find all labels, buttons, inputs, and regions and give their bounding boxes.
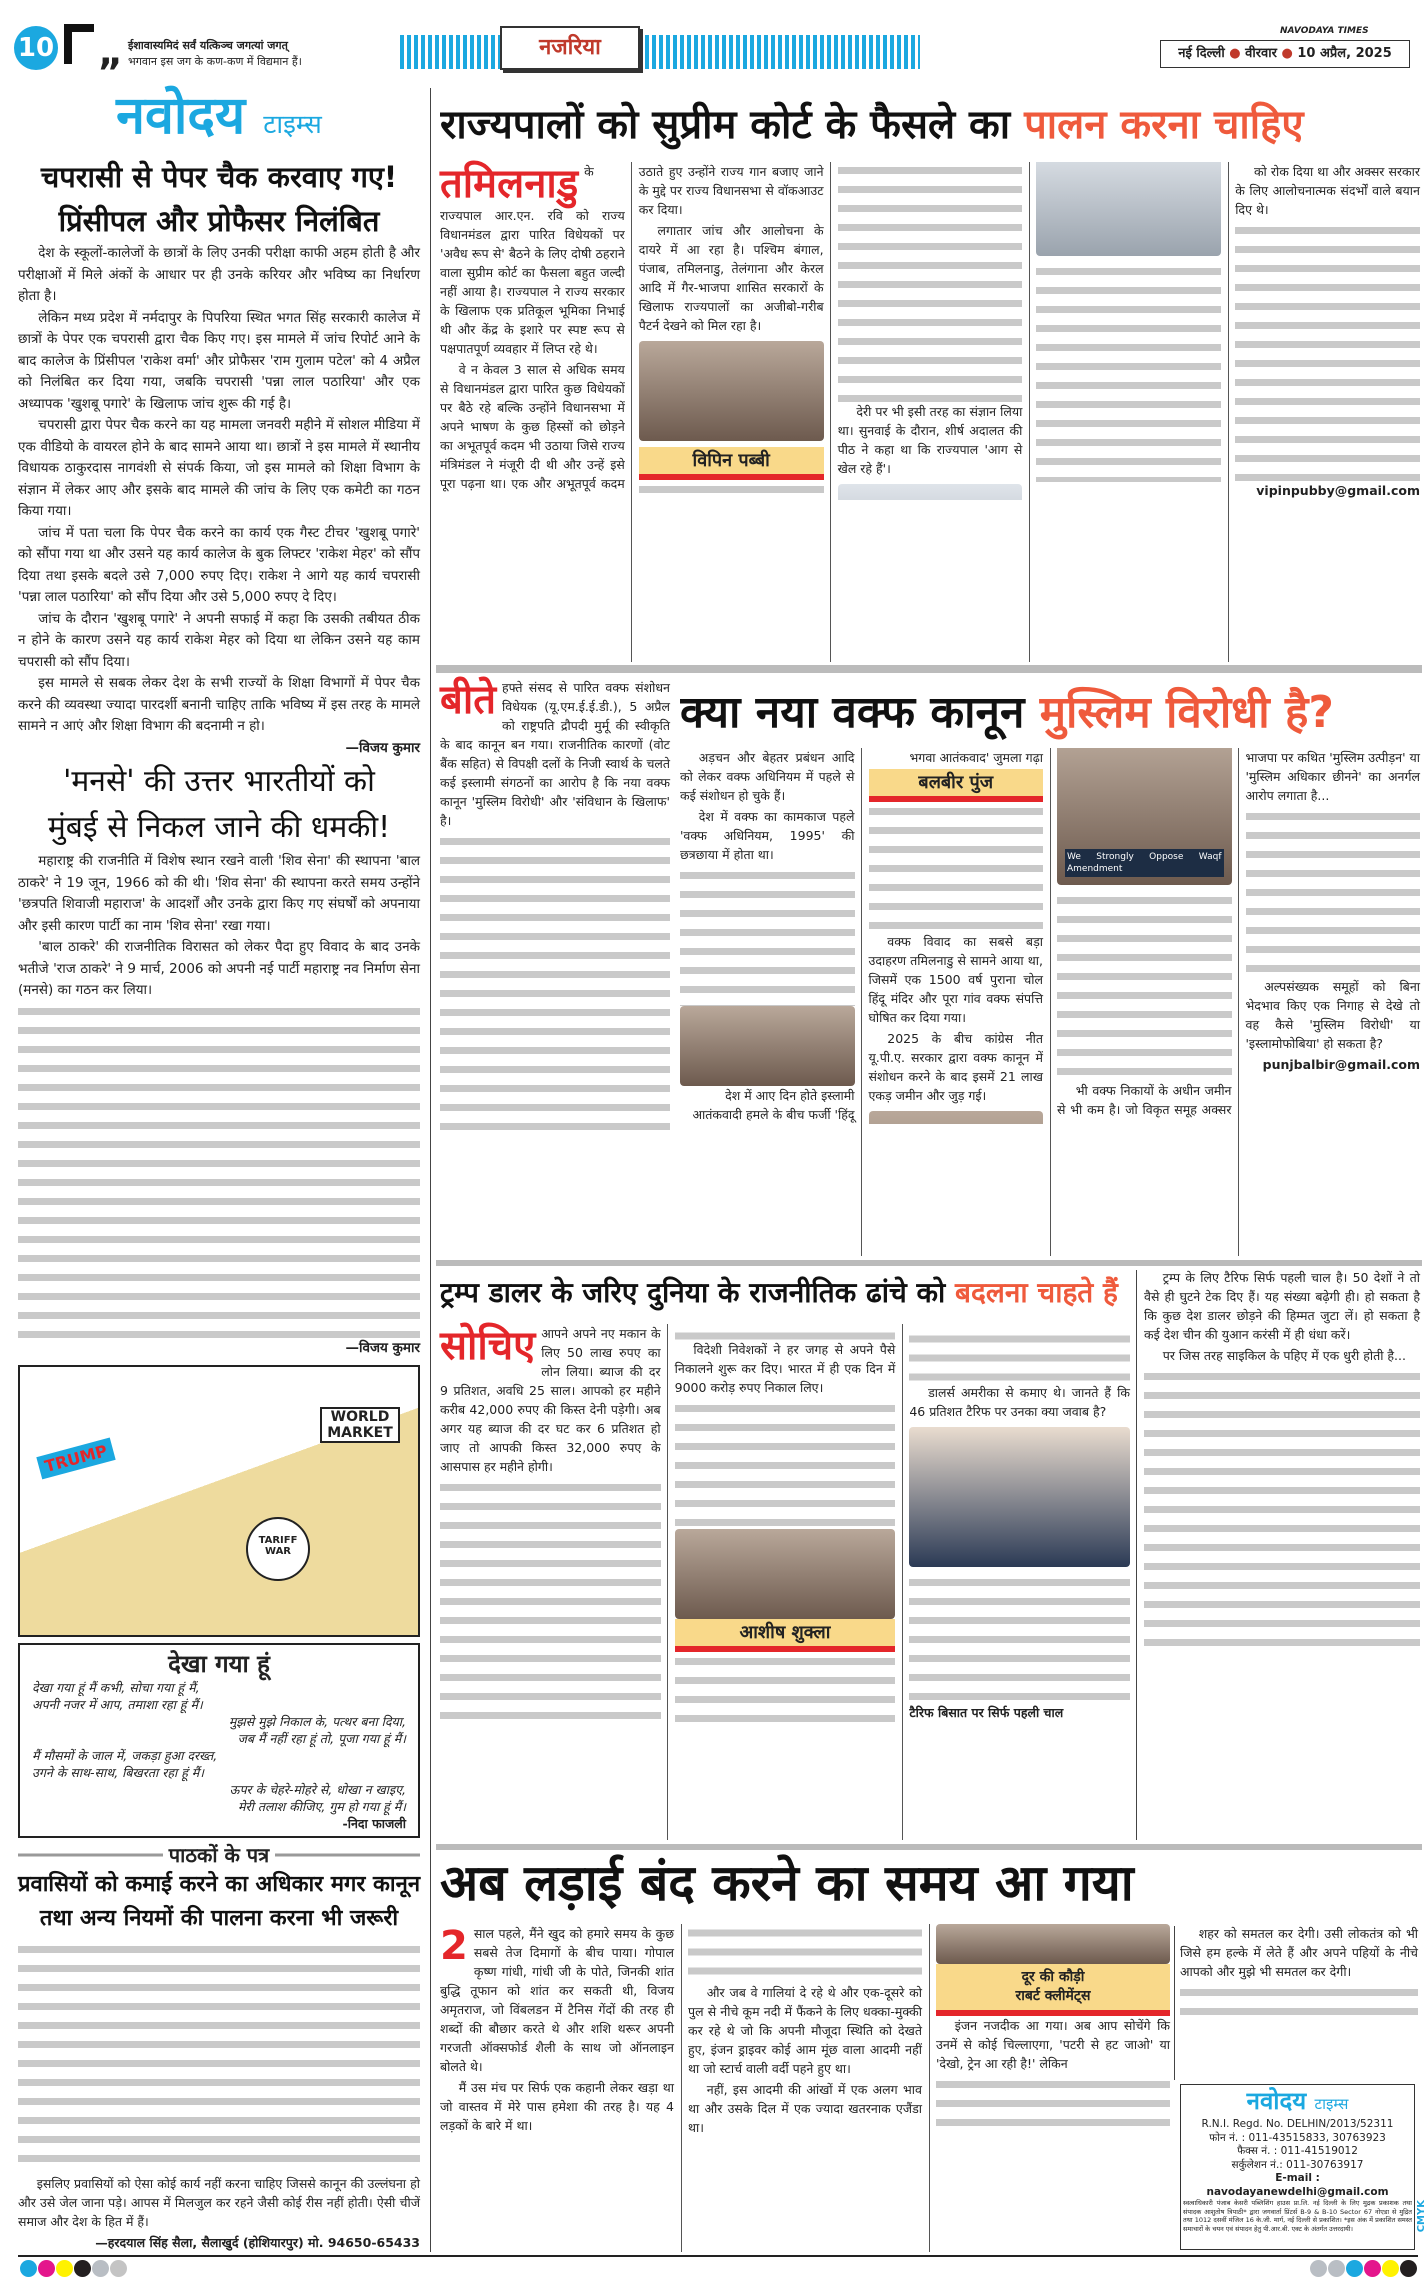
column-divider bbox=[1136, 1270, 1137, 1840]
subhead: टैरिफ बिसात पर सिर्फ पहली चाल bbox=[909, 1705, 1064, 1721]
article3-headline: ट्रम्प डालर के जरिए दुनिया के राजनीतिक ढांचे को बदलना चाहते हैं bbox=[440, 1276, 1118, 1309]
article4-side: शहर को समतल कर देगी। उसी लोकतंत्र को भी जिसे हम हल्के में लेते हैं और अपने पहियों के नीचे आपको और मुझे भी समतल कर देगी। bbox=[1180, 1924, 1418, 2080]
column-divider bbox=[1174, 1926, 1175, 2080]
cyan-dot bbox=[20, 2260, 37, 2277]
imprint-logo: नवोदय टाइम्स bbox=[1246, 2087, 1349, 2115]
imprint-box: नवोदय टाइम्स R.N.I. Regd. No. DELHIN/2013/52311 फोन नं. : 011-43515833, 30763923 फैक्स नं. : 011-41519012 सर्कुलेशन नं.: 011-30763917 E-mail : navodayanewdelhi@gmail.com स्वत्वाधिकारी पंजाब केसरी पब्लिशिंग हाउस प्रा.लि. नई दिल्ली के लिए मुद्रक प्रकाशक तथा संपादक आशुतोष त्रिपाठी* द्वारा जगवार्ता प्रिंटर्स B-9 & B-10 Sector 67 नोएडा से मुद्रित तथा 1012 दसवीं मंजिल 16 के.जी. मार्ग, नई दिल्ली से प्रकाशित। *इस अंक में प्रकाशित समस्त समाचारों के चयन एवं संपादन हेतु पी.आर.बी. एक्ट के अंतर्गत उत्तरदायी। bbox=[1180, 2084, 1415, 2250]
article2-intro: बीते हफ्ते संसद से पारित वक्फ संशोधन विधेयक (यू.एम.ई.ई.डी.), 5 अप्रैल को राष्ट्रपति द्रौपदी मुर्मू की स्वीकृति के बाद कानून बन गया। राजनीतिक कारणों (वोट बैंक सहित) से विपक्षी दलों के निजी स्वार्थ के चलते कई इस्लामी संगठनों का आरोप है कि नया वक्फ कानून 'मुस्लिम विरोधी' और 'संविधान के खिलाफ' है। bbox=[440, 678, 670, 1256]
byline: आशीष शुक्ला bbox=[675, 1619, 896, 1652]
author: —विजय कुमार bbox=[345, 739, 420, 756]
editorial2-body: महाराष्ट्र की राजनीति में विशेष स्थान रखने वाली 'शिव सेना' की स्थापना 'बाल ठाकरे' ने 19 जून, 1966 को की थी। 'शिव सेना' की स्थापना करते समय उन्होंने 'छत्रपति शिवाजी महाराज' के आदर्शों और उनके द्वारा किए गए संघर्षों को अपनाया और इसी कारण पार्टी का नाम 'शिव सेना' रखा गया। 'बाल ठाकरे' की राजनीतिक विरासत को लेकर पैदा हुए विवाद के बाद उनके भतीजे 'राज ठाकरे' ने 9 मार्च, 2006 को अपनी नई पार्टी महाराष्ट्र नव निर्माण सेना (मनसे) का गठन कर लिया। bbox=[18, 853, 420, 998]
poem-title: देखा गया हूं bbox=[168, 1650, 270, 1678]
pull-quote: देश में आए दिन होते इस्लामी आतंकवादी हमले के बीच फर्जी 'हिंदू भगवा आतंकवाद' जुमला गढ़ा bbox=[692, 750, 1043, 1122]
author-email: punjbalbir@gmail.com bbox=[1262, 1057, 1420, 1072]
page-number: 10 bbox=[14, 26, 58, 70]
article2-headline: क्या नया वक्फ कानून मुस्लिम विरोधी है? bbox=[680, 687, 1334, 738]
cartoon-label-world-market: WORLD MARKET bbox=[320, 1407, 400, 1443]
letters-section-label: पाठकों के पत्र bbox=[18, 1842, 420, 1868]
header-flag-icon bbox=[64, 24, 94, 64]
article3-body: सोचिए आपने अपने नए मकान के लिए 50 लाख रुपए का लोन लिया। ब्याज की दर 9 प्रतिशत, अवधि 25 साल। आपको हर महीने करीब 42,000 रुपए की किस्त देनी पड़ेगी। अब अगर यह ब्याज की दर घट कर 6 प्रतिशत हो जाए तो आपकी किस्त 32,000 रुपए के आसपास हर महीने होगी। विदेशी निवेशकों ने हर जगह से अपने पैसे निकालने शुरू कर दिए। भारत में ही एक दिन में 9000 करोड़ रुपए निकाल लिए। आशीष शुक्ला डालर्स अमरीका से कमाए थे। जानते हैं कि 46 प्रतिशत टैरिफ पर उनका क्या जवाब है? टैरिफ बिसात पर सिर्फ पहली चाल bbox=[440, 1324, 1130, 1840]
cartoon bbox=[18, 1365, 420, 1637]
trump-photo bbox=[909, 1427, 1130, 1567]
author-photo bbox=[675, 1529, 896, 1619]
author-photo bbox=[680, 1006, 855, 1086]
section-divider bbox=[436, 665, 1422, 673]
cmyk-label: CMYK bbox=[1416, 2200, 1427, 2233]
article4-headline: अब लड़ाई बंद करने का समय आ गया bbox=[440, 1854, 1134, 1912]
header-quote: ईशावास्यमिदं सर्वं यत्किञ्च जगत्यां जगत् भगवान इस जग के कण-कण में विद्यमान हैं। bbox=[128, 39, 302, 68]
article1-body: तमिलनाडु के राज्यपाल आर.एन. रवि को राज्य विधानमंडल द्वारा पारित विधेयकों पर 'अवैध रूप से' बैठने के लिए दोषी ठहराने वाला सुप्रीम कोर्ट का फैसला बहुत जल्दी नहीं आया है। राज्यपाल ने राज्य सरकार के खिलाफ एक प्रतिकूल भूमिका निभाई थी और केंद्र के इशारे पर स्पष्ट रूप से पक्षपातपूर्ण व्यवहार में लिप्त रहे थे। वे न केवल 3 साल से अधिक समय से विधानमंडल द्वारा पारित कुछ विधेयकों पर बैठे रहे बल्कि उन्होंने विधानसभा में अपने भाषण के कुछ हिस्सों को छोड़ने का अभूतपूर्व कदम भी उठाया जिसे राज्य मंत्रिमंडल ने मंजूरी दी थी और उन्हें इसे पूरा पढ़ना था। एक और अभूतपूर्व कदम उठाते हुए उन्होंने राज्य गान बजाए जाने के मुद्दे पर राज्य विधानसभा से वॉकआउट कर दिया। लगातार जांच और आलोचना के दायरे में आ रहा है। पश्चिम बंगाल, पंजाब, तमिलनाडु, तेलंगाना और केरल आदि में गैर-भाजपा शासित सरकारों के खिलाफ राज्यपालों का अजीबो-गरीब पैटर्न देखने को मिल रहा है। विपिन पब्बी देरी पर भी इसी तरह का संज्ञान लिया था। सुनवाई के दौरान, शीर्ष अदालत की पीठ ने कहा था कि राज्यपाल 'आग से खेल रहे हैं'। को रोक दिया था और अक्सर सरकार के लिए आलोचनात्मक संदर्भों वाले बयान दिए थे। vipinpubby@gmail.com bbox=[440, 161, 1420, 498]
author: —विजय कुमार bbox=[345, 1339, 420, 1356]
registration-dots-left bbox=[20, 2260, 128, 2281]
article4-body: 2 साल पहले, मैंने खुद को हमारे समय के कुछ सबसे तेज दिमागों के बीच पाया। गोपाल कृष्ण गांधी, गांधी जी के पोते, जिनकी शांत बुद्धि तूफान को शांत कर सकती थी, विजय अमृतराज, जो विंबलडन में टैनिस गेंदों की तरह ही शब्दों की बौछार करते थे और शशि थरूर अपनी गरजती ऑक्सफोर्ड शैली के साथ जो ऑनलाइन बोलते थे। मैं उस मंच पर सिर्फ एक कहानी लेकर खड़ा था जो वास्तव में मेरे पास हमेशा की तरह है। यह 4 लड़कों के बारे में था। और जब वे गालियां दे रहे थे और एक-दूसरे को पुल से नीचे कूम नदी में फैंकने के लिए धक्का-मुक्की कर रहे थे जो कि अपनी मौजूदा स्थिति को देखते हुए, इंजन ड्राइवर कोई आम मूंछ वाला आदमी नहीं था जो स्टार्च वाली वर्दी पहने हुए था। नहीं, इस आदमी की आंखों में एक अलग भाव था और उसके दिल में एक ज्यादा खतरनाक एजैंडा था। दूर की कौड़ी राबर्ट क्लीमेंट्स इंजन नजदीक आ गया। अब आप सोचेंगे कि उनमें से कोई चिल्लाएगा, 'पटरी से हट जाओ' या 'देखो, ट्रेन आ रही है!' लेकिन bbox=[440, 1924, 1170, 2252]
letter-title: प्रवासियों को कमाई करने का अधिकार मगर कानून तथा अन्य नियमों की पालना करना भी जरूरी bbox=[17, 1872, 421, 1931]
editorial2-title: 'मनसे' की उत्तर भारतीयों को मुंबई से निकल जाने की धमकी! bbox=[47, 764, 391, 845]
byline: दूर की कौड़ी राबर्ट क्लीमेंट्स bbox=[936, 1964, 1170, 2016]
author-email: vipinpubby@gmail.com bbox=[1256, 483, 1420, 498]
byline: बलबीर पुंज bbox=[869, 769, 1044, 802]
magenta-dot bbox=[38, 2260, 55, 2277]
article1-headline: राज्यपालों को सुप्रीम कोर्ट के फैसले का पालन करना चाहिए bbox=[440, 102, 1304, 148]
author-photo bbox=[936, 1924, 1170, 1964]
grey-dot bbox=[92, 2260, 109, 2277]
grey-dot bbox=[110, 2260, 127, 2277]
paper-name: NAVODAYA TIMES bbox=[1280, 26, 1369, 36]
black-dot bbox=[1400, 2260, 1417, 2277]
magenta-dot bbox=[1364, 2260, 1381, 2277]
grey-dot bbox=[1328, 2260, 1345, 2277]
letter-body: इसलिए प्रवासियों को ऐसा कोई कार्य नहीं करना चाहिए जिससे कानून की उल्लंघना हो और उसे जेल जाना पड़े। आपस में मिलजुल कर रहने जैसी कोई रीस नहीं होती। ऐसी चीजें समाज और देश के हित में हैं। —हरदयाल सिंह सैला, सैलाखुर्द (होशियारपुर) मो. 94650-65433 bbox=[18, 2176, 420, 2250]
poem-box: देखा गया हूं देखा गया हूं मैं कभी, सोचा गया हूं मैं, अपनी नजर में आप, तमाशा रहा हूं मैं। मुझसे मुझे निकाल के, पत्थर बना दिया, जब मैं नहीं रहा हूं तो, पूजा गया हूं मैं। मैं मौसमों के जाल में, जकड़ा हुआ दरख्त, उगने के साथ-साथ, बिखरता रहा हूं मैं। ऊपर के चेहरे-मोहरे से, धोखा न खाइए, मेरी तलाश कीजिए, गुम हो गया हूं मैं। -निदा फाजली bbox=[18, 1643, 420, 1838]
black-dot bbox=[74, 2260, 91, 2277]
page-header bbox=[0, 0, 1428, 78]
cyan-dot bbox=[1346, 2260, 1363, 2277]
header-stripe bbox=[400, 35, 920, 69]
protest-photo: We Strongly Oppose Waqf Amendment bbox=[869, 748, 1232, 1124]
section-label: नजरिया bbox=[500, 26, 640, 70]
article3-side: ट्रम्प के लिए टैरिफ सिर्फ पहली चाल है। 50 देशों ने तो वैसे ही घुटने टेक दिए हैं। यह संख्या बढ़ेगी ही। हो सकता है कि कुछ देश डालर छोड़ने की हिम्मत जुटा लें। हो सकता है कई देश चीन की युआन करंसी में ही धंधा करें। पर जिस तरह साइकिल के पहिए में एक धुरी होती है... bbox=[1144, 1268, 1420, 1840]
editorial1-body: देश के स्कूलों-कालेजों के छात्रों के लिए उनकी परीक्षा काफी अहम होती है और परीक्षाओं में मिले अंकों के आधार पर ही उनके करियर और भविष्य का निर्धारण होता है। लेकिन मध्य प्रदेश में नर्मदापुर के पिपरिया स्थित भगत सिंह सरकारी कालेज में छात्रों के पेपर एक चपरासी द्वारा चैक किए गए। इस मामले में जांच रिपोर्ट आने के बाद कालेज के प्रिंसीपल 'राकेश वर्मा' और प्रोफैसर 'राम गुलाम पटेल' को 4 अप्रैल को निलंबित कर दिया गया, जबकि चपरासी 'पन्ना लाल पठारिया' और एक अध्यापक 'खुशबू पगारे' के खिलाफ जांच शुरू की गई है। चपरासी द्वारा पेपर चैक करने का यह मामला जनवरी महीने में सोशल मीडिया में एक वीडियो के वायरल होने के बाद सामने आया था। छात्रों ने इस मामले में स्थानीय विधायक ठाकुरदास नागवंशी से संपर्क किया, जो इस मामले को शिक्षा विभाग के संज्ञान में लेकर आए और इसके बाद मामले की जांच के लिए एक कमेटी का गठन किया गया। जांच में पता चला कि पेपर चैक करने का कार्य एक गैस्ट टीचर 'खुशबू पगारे' को सौंपा गया था और उसने यह कार्य कालेज के बुक लिफ्टर 'राकेश मेहर' को सौंप दिया तथा इसके बदले उसे 7,000 रुपए दिए। राकेश ने आगे यह कार्य चपरासी 'पन्ना लाल पठारिया' को सौंप दिया और उसे 5,000 रुपए दे दिए। जांच के दौरान 'खुशबू पगारे' ने अपनी सफाई में कहा कि उसकी तबीयत ठीक न होने के कारण उसने यह कार्य राकेश मेहर को दिया था लेकिन उसने यह काम चपरासी को सौंप दिया। इस मामले से सबक लेकर देश के सभी राज्यों के शिक्षा विभागों में पेपर चैक करने की व्यवस्था ज्यादा पारदर्शी बनानी चाहिए ताकि भविष्य में इस तरह के मामले सामने न आएं और शिक्षा विभाग की बदनामी न हो। —विजय कुमार bbox=[14, 243, 424, 759]
yellow-dot bbox=[56, 2260, 73, 2277]
cartoon-label-trump: TRUMP bbox=[36, 1438, 115, 1480]
cartoon-label-tariff-war: TARIFF WAR bbox=[246, 1517, 310, 1581]
footer-rule bbox=[18, 2255, 1418, 2257]
left-column bbox=[14, 86, 424, 2252]
dateline: नई दिल्ली ● वीरवार ● 10 अप्रैल, 2025 bbox=[1160, 40, 1410, 68]
grey-dot bbox=[1310, 2260, 1327, 2277]
column-divider bbox=[430, 88, 431, 2252]
registration-dots-right bbox=[1310, 2260, 1418, 2281]
byline: विपिन पब्बी bbox=[639, 447, 824, 480]
author-photo bbox=[639, 341, 824, 441]
brand-logo: नवोदय टाइम्स bbox=[116, 86, 322, 146]
yellow-dot bbox=[1382, 2260, 1399, 2277]
editorial1-title: चपरासी से पेपर चैक करवाए गए! प्रिंसीपल और प्रोफैसर निलंबित bbox=[40, 160, 398, 238]
quote-mark-icon: „ bbox=[98, 30, 123, 74]
article2-body: अड़चन और बेहतर प्रबंधन आदि को लेकर वक्फ अधिनियम में पहले से कई संशोधन हो चुके हैं। देश में वक्फ का कामकाज पहले 'वक्फ अधिनियम, 1995' की छत्रछाया में होता था। देश में आए दिन होते इस्लामी आतंकवादी हमले के बीच फर्जी 'हिंदू भगवा आतंकवाद' जुमला गढ़ा बलबीर पुंज वक्फ विवाद का सबसे बड़ा उदाहरण तमिलनाडु से सामने आया था, जिसमें एक 1500 वर्ष पुराना चोल हिंदू मंदिर और पूरा गांव वक्फ संपत्ति घोषित कर दिया गया। 2025 के बीच कांग्रेस नीत यू.पी.ए. सरकार द्वारा वक्फ कानून में संशोधन करने के बाद इसमें 21 लाख एकड़ जमीन और जुड़ गई। We Strongly Oppose Waqf Amendment भी वक्फ निकायों के अधीन जमीन से भी कम है। जो विकृत समूह अक्सर भाजपा पर कथित 'मुस्लिम उत्पीड़न' या 'मुस्लिम अधिकार छीनने' का अनर्गल आरोप लगाता है... अल्पसंख्यक समूहों को बिना भेदभाव किए एक निगाह से देखे तो वह कैसे 'मुस्लिम विरोधी' या 'इस्लामोफोबिया' हो सकता है? punjbalbir@gmail.com bbox=[680, 750, 1420, 1122]
